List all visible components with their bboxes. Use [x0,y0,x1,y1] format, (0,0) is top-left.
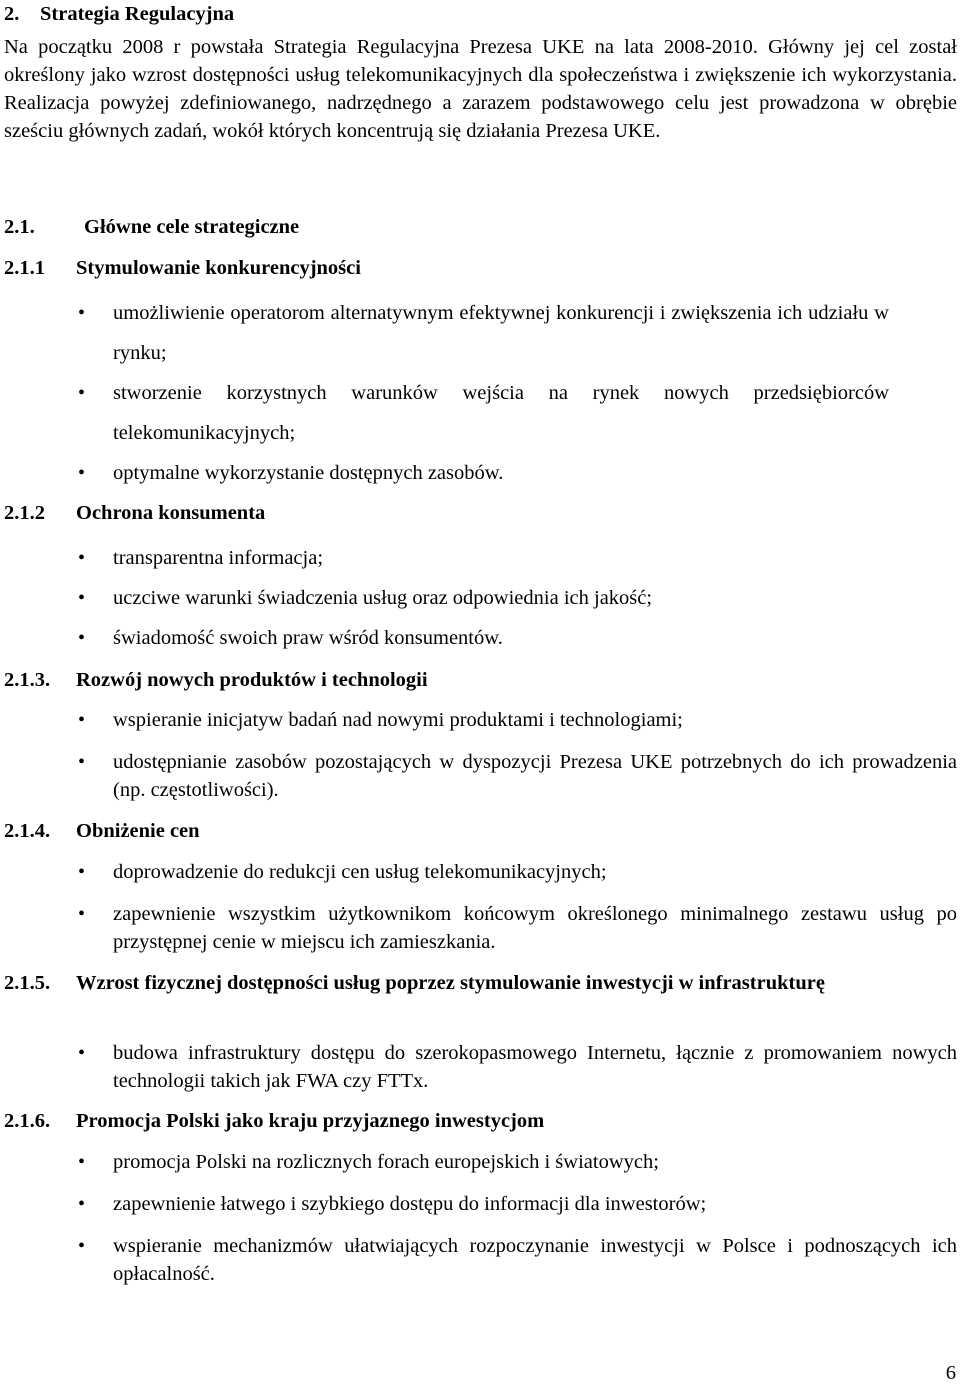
bullet-icon: • [78,751,86,773]
list-item [4,453,957,493]
goal-list [4,1148,957,1288]
goal-list [4,858,957,956]
section-number: 2. [4,3,20,25]
goal-number: 2.1.1 [4,257,45,279]
goal-title: Rozwój nowych produktów i technologii [76,669,428,691]
section-title: Strategia Regulacyjna [40,3,235,25]
bullet-icon: • [78,302,86,324]
list-item [4,1148,957,1176]
goal-heading [4,1107,544,1135]
list-item-text: wspieranie inicjatyw badań nad nowymi produktami i technologiami; [113,709,683,731]
bullet-icon: • [78,627,86,649]
list-item [4,618,957,658]
bullet-icon: • [78,1193,86,1215]
subsection-title: Główne cele strategiczne [84,216,300,238]
goal-heading [4,666,428,694]
list-item [4,538,957,578]
list-item-text: udostępnianie zasobów pozostających w dyspozycji Prezesa UKE potrzebnych do ich prowadzenia (np. częstotliwości). [113,751,957,801]
intro-paragraph: Na początku 2008 r powstała Strategia Regulacyjna Prezesa UKE na lata 2008-2010. Główny jej cel został określony jako wzrost dostępności usług telekomunikacyjnych dla społeczeństwa i zwiększenie ich wykorzystania. Realizacja powyżej zdefiniowanego, nadrzędnego a zarazem podstawowego celu jest prowadzona w obrębie sześciu głównych zadań, wokół których koncentrują się działania Prezesa UKE. [4,36,957,142]
bullet-icon: • [78,861,86,883]
bullet-icon: • [78,1042,86,1064]
goal-list [4,706,957,804]
subsection-heading [4,213,299,241]
goal-number: 2.1.2 [4,502,45,524]
page-number: 6 [945,1362,956,1384]
goal-number: 2.1.6. [4,1110,51,1132]
list-item [4,1039,957,1095]
list-item-text: zapewnienie łatwego i szybkiego dostępu do informacji dla inwestorów; [113,1193,707,1215]
list-item [4,373,889,453]
goal-number: 2.1.4. [4,820,51,842]
list-item [4,748,957,804]
goal-title: Ochrona konsumenta [76,502,266,524]
section-heading [4,0,234,28]
list-item-text: uczciwe warunki świadczenia usług oraz odpowiednia ich jakość; [113,587,653,609]
bullet-icon: • [78,709,86,731]
list-item-text: umożliwienie operatorom alternatywnym efektywnej konkurencji i zwiększenia ich udziału w rynku; [113,302,889,364]
goal-heading [4,499,265,527]
goal-heading [4,254,361,282]
subsection-number: 2.1. [4,216,35,238]
goal-list [4,538,957,658]
bullet-icon: • [78,903,86,925]
list-item-text: budowa infrastruktury dostępu do szerokopasmowego Internetu, łącznie z promowaniem nowych technologii takich jak FWA czy FTTx. [113,1042,957,1092]
bullet-icon: • [78,547,86,569]
list-item-text: doprowadzenie do redukcji cen usług telekomunikacyjnych; [113,861,607,883]
goal-title: Wzrost fizycznej dostępności usług poprzez stymulowanie inwestycji w infrastrukturę [76,972,825,994]
bullet-icon: • [78,587,86,609]
goal-list [4,293,957,493]
goal-number: 2.1.5. [4,972,51,994]
goal-list [4,1039,957,1095]
bullet-icon: • [78,382,86,404]
list-item-text: zapewnienie wszystkim użytkownikom końcowym określonego minimalnego zestawu usług po przystępnej cenie w miejscu ich zamieszkania. [113,903,957,953]
goal-title: Promocja Polski jako kraju przyjaznego inwestycjom [76,1110,545,1132]
list-item [4,858,957,886]
list-item-text: stworzenie korzystnych warunków wejścia na rynek nowych przedsiębiorców telekomunikacyjnych; [113,382,889,444]
list-item [4,1190,957,1218]
goal-heading [4,969,834,997]
list-item-text: optymalne wykorzystanie dostępnych zasobów. [113,462,504,484]
list-item [4,1232,957,1288]
list-item [4,578,957,618]
list-item-text: wspieranie mechanizmów ułatwiających rozpoczynanie inwestycji w Polsce i podnoszących ich opłacalność. [113,1235,957,1285]
list-item-text: świadomość swoich praw wśród konsumentów. [113,627,503,649]
list-item-text: promocja Polski na rozlicznych forach europejskich i światowych; [113,1151,659,1173]
goal-title: Stymulowanie konkurencyjności [76,257,361,279]
list-item [4,900,957,956]
bullet-icon: • [78,1151,86,1173]
list-item [4,293,889,373]
goal-title: Obniżenie cen [76,820,200,842]
goal-heading [4,817,200,845]
bullet-icon: • [78,462,86,484]
list-item [4,706,957,734]
bullet-icon: • [78,1235,86,1257]
list-item-text: transparentna informacja; [113,547,324,569]
goal-number: 2.1.3. [4,669,51,691]
